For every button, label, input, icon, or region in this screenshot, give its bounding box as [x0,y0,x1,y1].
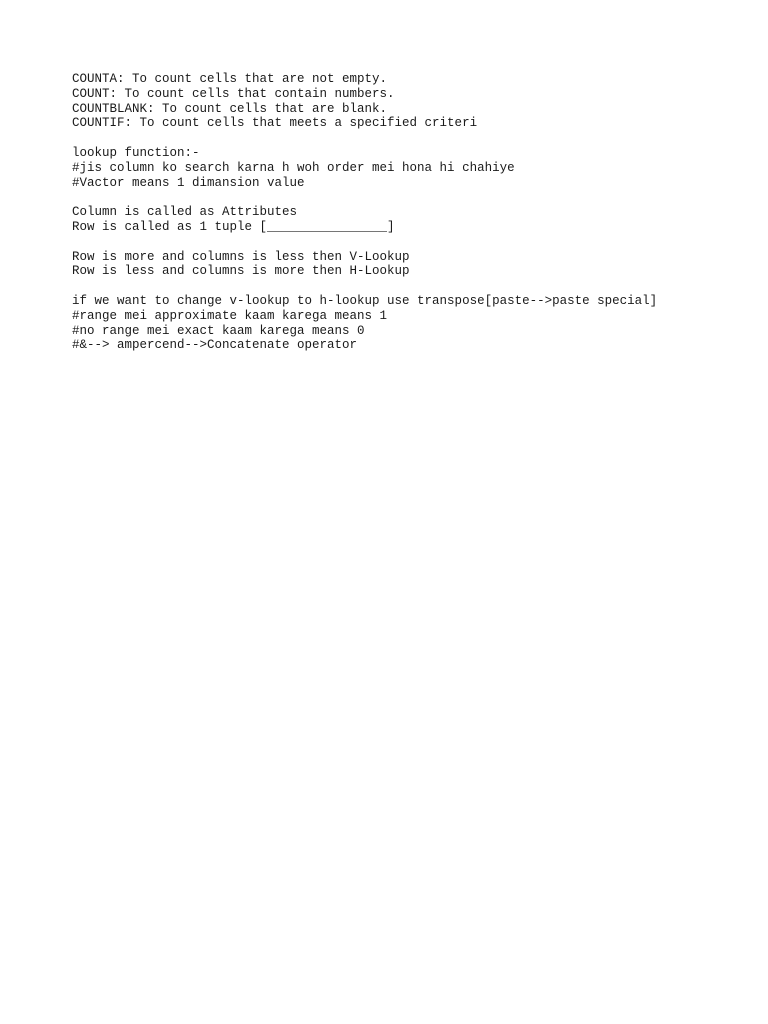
text-line: #Vactor means 1 dimansion value [72,175,305,190]
count-functions-block [72,72,732,131]
lookup-choice-block [72,250,732,280]
text-line: Row is called as 1 tuple [________________] [72,219,395,234]
text-line: #&--> ampercend-->Concatenate operator [72,338,358,353]
attributes-block [72,205,732,235]
text-line: Column is called as Attributes [72,205,298,220]
text-line: COUNTIF: To count cells that meets a specified criteri [72,116,478,131]
transpose-notes-block [72,294,732,353]
lookup-function-block [72,146,732,190]
text-line: #jis column ko search karna h woh order mei hona hi chahiye [72,160,515,175]
text-line: Row is more and columns is less then V-Lookup [72,249,410,264]
text-line: COUNTBLANK: To count cells that are blank. [72,101,388,116]
text-line: if we want to change v-lookup to h-lookup use transpose[paste-->paste special] [72,293,658,308]
text-line: #range mei approximate kaam karega means 1 [72,308,388,323]
text-line: COUNT: To count cells that contain numbers. [72,86,395,101]
document-page [72,72,732,368]
text-line: COUNTA: To count cells that are not empty. [72,72,388,86]
text-line: lookup function:- [72,145,200,160]
text-line: #no range mei exact kaam karega means 0 [72,323,365,338]
text-line: Row is less and columns is more then H-Lookup [72,264,410,279]
